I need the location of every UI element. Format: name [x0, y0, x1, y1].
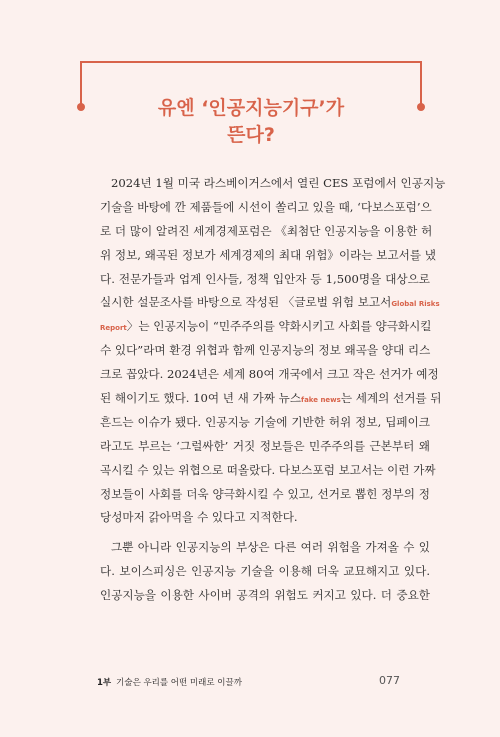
paragraph-2 — [100, 536, 430, 608]
text-line: 흔드는 이슈가 됐다. 인공지능 기술에 기반한 허위 정보, 딥페이크 — [100, 414, 430, 429]
running-footer — [97, 676, 242, 688]
text-line: 정보들이 사회를 더욱 양극화시킬 수 있고, 선거로 뽑힌 정부의 정 — [100, 486, 430, 501]
footer-part-label: 1부 — [97, 678, 112, 688]
body-text — [100, 172, 446, 608]
text-line: 로 더 많이 알려진 세계경제포럼은 《최첨단 인공지능을 이용한 허 — [100, 223, 433, 238]
page-number: 077 — [379, 674, 400, 687]
text-line: 인공지능을 이용한 사이버 공격의 위험도 커지고 있다. 더 중요한 — [100, 588, 430, 603]
title-frame-left-dot — [77, 103, 85, 111]
text-segment: 실시한 설문조사를 바탕으로 작성된 〈글로벌 위험 보고서 — [100, 295, 392, 310]
text-line: 2024년 1월 미국 라스베이거스에서 열린 CES 포럼에서 인공지능 — [111, 176, 446, 190]
text-line: 다. 보이스피싱은 인공지능 기술을 이용해 더욱 교묘해지고 있다. — [100, 564, 430, 579]
text-line: 다. 전문가들과 업계 인사들, 정책 입안자 등 1,500명을 대상으로 — [100, 271, 430, 286]
text-line: 당성마저 갉아먹을 수 있다고 지적한다. — [100, 510, 298, 525]
text-line: 기술을 바탕에 깐 제품들에 시선이 쏠리고 있을 때, ‘다보스포럼’으 — [100, 199, 432, 214]
text-line — [100, 315, 430, 339]
text-line: 위 정보, 왜곡된 정보가 세계경제의 최대 위험》이라는 보고서를 냈 — [100, 247, 436, 262]
text-line — [100, 291, 440, 315]
title-frame-top-line — [80, 61, 421, 63]
text-segment: 는 세계의 선거를 뒤 — [340, 391, 442, 406]
title-frame-right-line — [420, 61, 422, 104]
paragraph-1 — [100, 172, 446, 530]
text-line: 곡시킬 수 있는 위협으로 떠올랐다. 다보스포럼 보고서는 이런 가짜 — [100, 462, 436, 477]
section-title — [120, 95, 382, 149]
footer-chapter-title: 기술은 우리를 어떤 미래로 이끌까 — [116, 678, 242, 688]
english-gloss: fake news — [301, 396, 341, 405]
text-line: 그뿐 아니라 인공지능의 부상은 다른 여러 위험을 가져올 수 있 — [111, 540, 430, 555]
title-frame-left-line — [80, 61, 82, 104]
text-line: 라고도 부르는 ‘그럴싸한’ 거짓 정보들은 민주주의를 근본부터 왜 — [100, 438, 430, 453]
section-title-line-2: 뜬다? — [227, 124, 275, 146]
text-line: 크로 꼽았다. 2024년은 세계 80여 개국에서 크고 작은 선거가 예정 — [100, 367, 439, 382]
text-segment: 〉는 인공지능이 “민주주의를 약화시키고 사회를 양극화시킬 — [126, 319, 432, 334]
section-title-line-1: 유엔 ‘인공지능기구’가 — [157, 97, 345, 119]
english-gloss: Global Risks — [391, 300, 440, 309]
text-line: 수 있다”라며 환경 위협과 함께 인공지능의 정보 왜곡을 양대 리스 — [100, 343, 431, 358]
text-line — [100, 387, 442, 411]
title-frame-right-dot — [417, 103, 425, 111]
english-gloss: Report — [100, 324, 127, 333]
text-segment: 된 해이기도 했다. 10여 년 새 가짜 뉴스 — [100, 391, 302, 406]
